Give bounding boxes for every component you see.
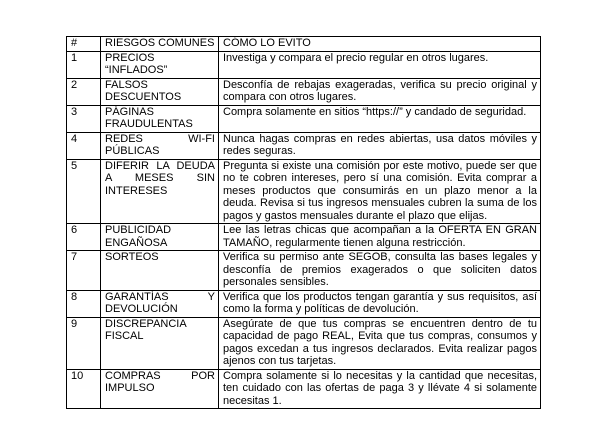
risk-name-cell: PUBLICIDAD ENGAÑOSA (101, 224, 219, 251)
table-row (67, 290, 541, 317)
risk-name-cell: GARANTÍAS Y DEVOLUCIÓN (101, 290, 219, 317)
row-number-cell: 6 (67, 224, 101, 251)
row-number-cell: 9 (67, 317, 101, 369)
risk-name-cell: SORTEOS (101, 251, 219, 291)
risk-name-cell: COMPRAS POR IMPULSO (101, 369, 219, 409)
avoidance-text-cell: Nunca hagas compras en redes abiertas, usa datos móviles y redes seguras. (219, 132, 541, 159)
avoidance-text-cell: Compra solamente si lo necesitas y la cantidad que necesitas, ten cuidado con las ofertas de paga 3 y llévate 4 si solamente necesitas 1. (219, 369, 541, 409)
header-cell-risk: RIESGOS COMUNES (101, 37, 219, 52)
avoidance-text-cell: Compra solamente en sitios “https://” y candado de seguridad. (219, 105, 541, 132)
header-cell-avoid: CÓMO LO EVITO (219, 37, 541, 52)
risk-name-cell: FALSOS DESCUENTOS (101, 78, 219, 105)
common-risks-table (66, 36, 541, 409)
table-row (67, 224, 541, 251)
risk-name-cell: REDES WI-FI PÚBLICAS (101, 132, 219, 159)
table-body (67, 51, 541, 409)
risk-name-cell: PRECIOS “INFLADOS” (101, 51, 219, 78)
avoidance-text-cell: Lee las letras chicas que acompañan a la OFERTA EN GRAN TAMAÑO, regularmente tienen alguna restricción. (219, 224, 541, 251)
row-number-cell: 5 (67, 159, 101, 224)
table-row (67, 51, 541, 78)
row-number-cell: 4 (67, 132, 101, 159)
row-number-cell: 3 (67, 105, 101, 132)
avoidance-text-cell: Desconfía de rebajas exageradas, verifica su precio original y compara con otros lugares. (219, 78, 541, 105)
row-number-cell: 10 (67, 369, 101, 409)
avoidance-text-cell: Verifica su permiso ante SEGOB, consulta las bases legales y desconfía de premios exagerados o que soliciten datos personales sensibles. (219, 251, 541, 291)
table-row (67, 159, 541, 224)
avoidance-text-cell: Verifica que los productos tengan garantía y sus requisitos, así como la forma y políticas de devolución. (219, 290, 541, 317)
risk-name-cell: DISCREPANCIA FISCAL (101, 317, 219, 369)
table-row (67, 78, 541, 105)
table-row (67, 369, 541, 409)
avoidance-text-cell: Investiga y compara el precio regular en otros lugares. (219, 51, 541, 78)
row-number-cell: 2 (67, 78, 101, 105)
avoidance-text-cell: Asegúrate de que tus compras se encuentren dentro de tu capacidad de pago REAL, Evita que tus compras, consumos y pagos excedan a tus ingresos declarados. Evita realizar pagos ajenos con tus tarjetas. (219, 317, 541, 369)
header-cell-number: # (67, 37, 101, 52)
row-number-cell: 1 (67, 51, 101, 78)
table-row (67, 251, 541, 291)
table-row (67, 105, 541, 132)
row-number-cell: 8 (67, 290, 101, 317)
risk-name-cell: PÁGINAS FRAUDULENTAS (101, 105, 219, 132)
row-number-cell: 7 (67, 251, 101, 291)
table-row (67, 317, 541, 369)
risk-name-cell: DIFERIR LA DEUDA A MESES SIN INTERESES (101, 159, 219, 224)
table-header-row (67, 37, 541, 52)
avoidance-text-cell: Pregunta si existe una comisión por este motivo, puede ser que no te cobren intereses, pero sí una comisión. Evita comprar a meses productos que consumirás en un plazo menor a la deuda. Revisa si tus ingresos mensuales cubren la suma de los pagos y gastos mensuales durante el plazo que elijas. (219, 159, 541, 224)
table-row (67, 132, 541, 159)
